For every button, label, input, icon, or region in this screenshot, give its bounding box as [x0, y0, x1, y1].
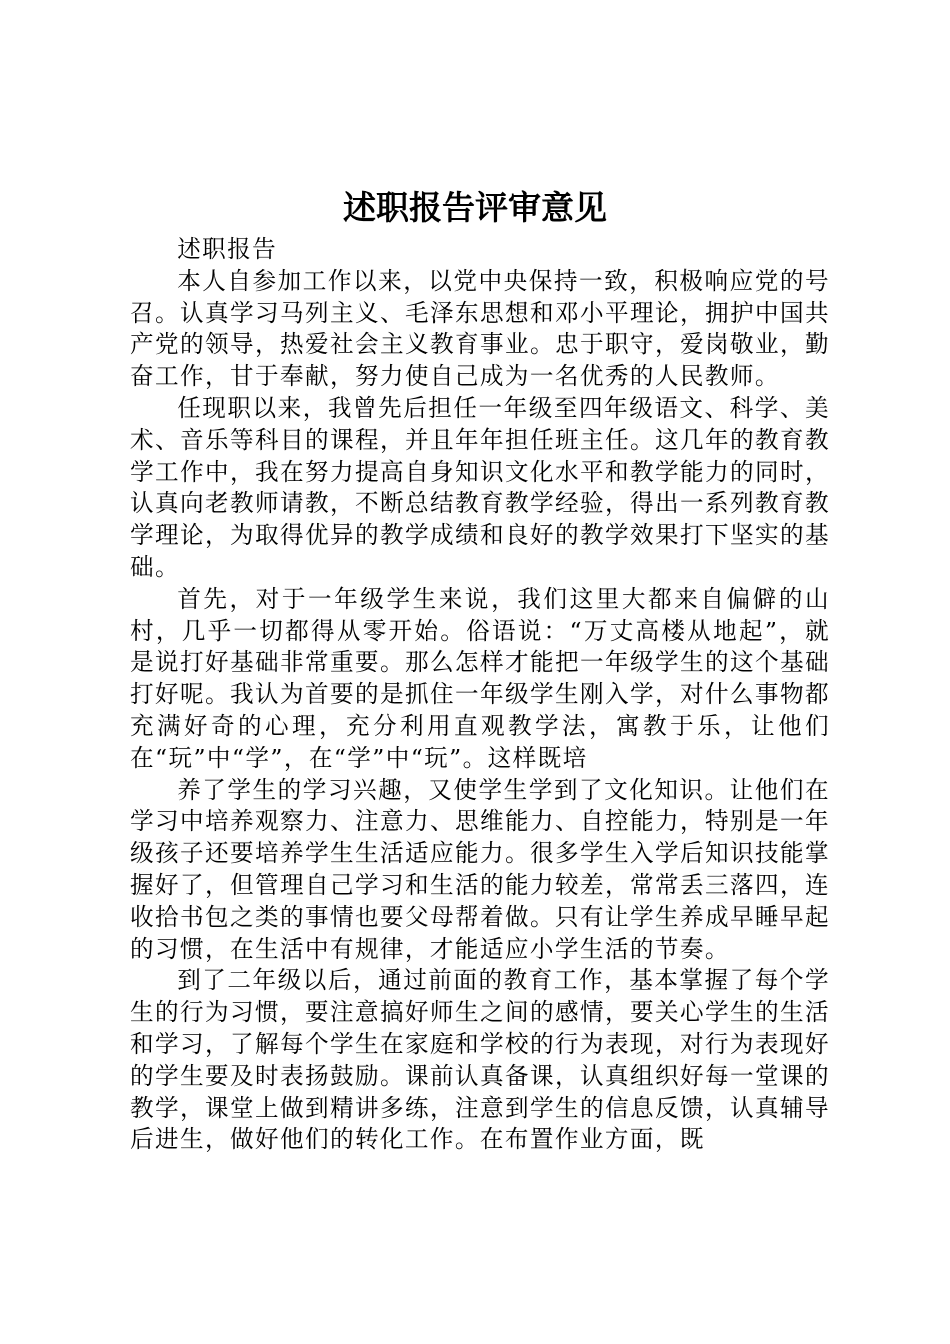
paragraph: 养了学生的学习兴趣，又使学生学到了文化知识。让他们在学习中培养观察力、注意力、思维能力、自控能力，特别是一年级孩子还要培养学生生活适应能力。很多学生入学后知识技能掌握好了，但管理自己学习和生活的能力较差，常常丢三落四，连收拾书包之类的事情也要父母帮着做。只有让学生养成早睡早起的习惯，在生活中有规律，才能适应小学生活的节奏。 [130, 775, 830, 963]
document-title: 述职报告评审意见 [343, 188, 607, 227]
paragraph: 任现职以来，我曾先后担任一年级至四年级语文、科学、美术、音乐等科目的课程，并且年年担任班主任。这几年的教育教学工作中，我在努力提高自身知识文化水平和教学能力的同时，认真向老教师请教，不断总结教育教学经验，得出一系列教育教学理论，为取得优异的教学成绩和良好的教学效果打下坚实的基础。 [130, 393, 830, 581]
document-body [130, 234, 830, 1156]
paragraph: 到了二年级以后，通过前面的教育工作，基本掌握了每个学生的行为习惯，要注意搞好师生之间的感情，要关心学生的生活和学习，了解每个学生在家庭和学校的行为表现，对行为表现好的学生要及时表扬鼓励。课前认真备课，认真组织好每一堂课的教学，课堂上做到精讲多练，注意到学生的信息反馈，认真辅导后进生，做好他们的转化工作。在布置作业方面，既 [130, 966, 830, 1154]
paragraph: 本人自参加工作以来，以党中央保持一致，积极响应党的号召。认真学习马列主义、毛泽东思想和邓小平理论，拥护中国共产党的领导，热爱社会主义教育事业。忠于职守，爱岗敬业，勤奋工作，甘于奉献，努力使自己成为一名优秀的人民教师。 [130, 266, 830, 391]
paragraph: 首先，对于一年级学生来说，我们这里大都来自偏僻的山村，几乎一切都得从零开始。俗语说：“万丈高楼从地起”，就是说打好基础非常重要。那么怎样才能把一年级学生的这个基础打好呢。我认为首要的是抓住一年级学生刚入学，对什么事物都充满好奇的心理，充分利用直观教学法，寓教于乐，让他们在“玩”中“学”，在“学”中“玩”。这样既培 [130, 584, 830, 772]
paragraph-heading: 述职报告 [177, 235, 278, 263]
